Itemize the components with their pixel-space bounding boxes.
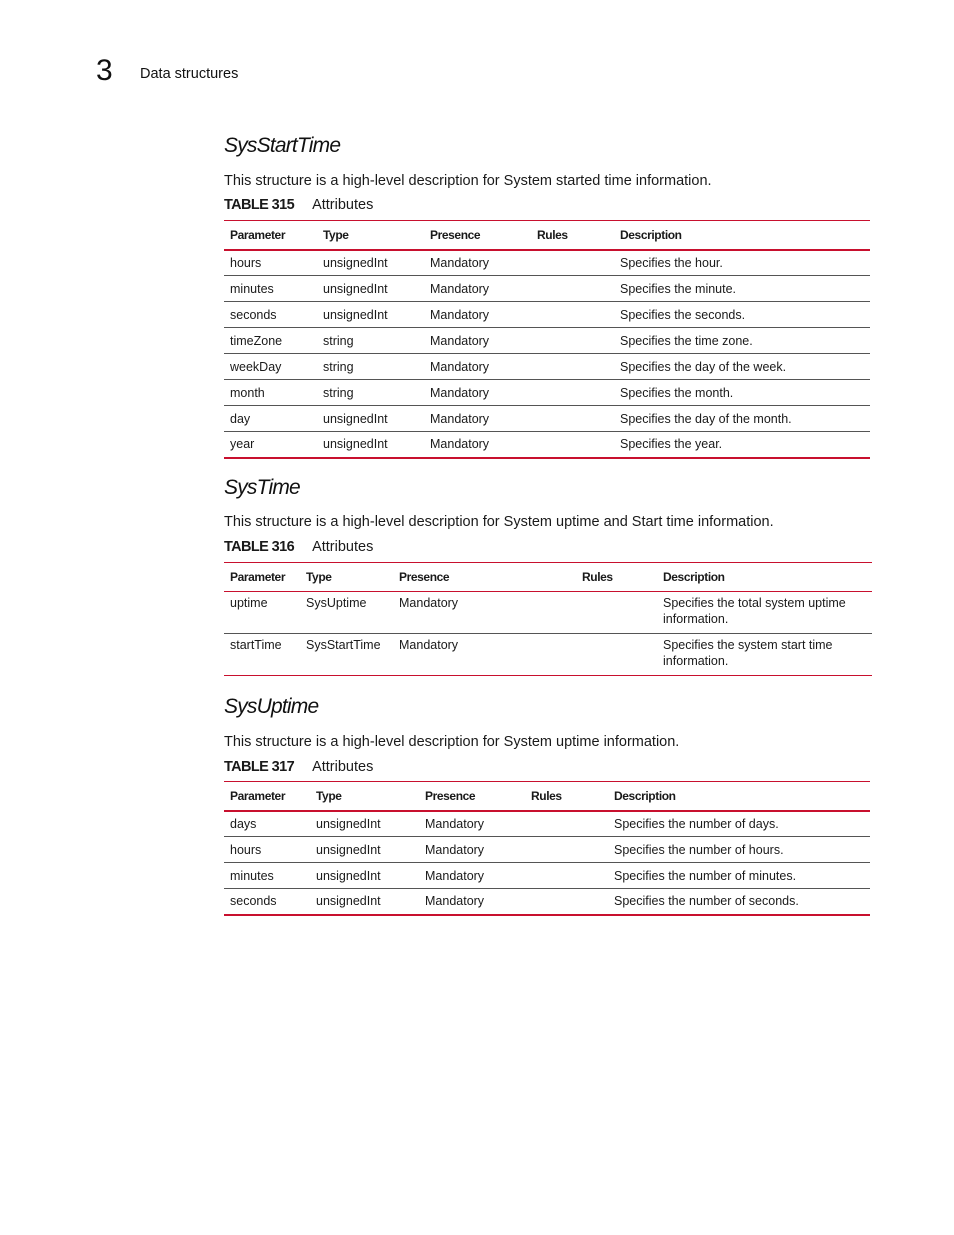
section-intro: This structure is a high-level description for System started time information. <box>224 173 712 189</box>
table-cell: unsignedInt <box>323 281 388 296</box>
table-cell: startTime <box>230 638 282 652</box>
table-row <box>224 354 870 380</box>
table-cell: string <box>323 333 354 348</box>
table-cell: Specifies the day of the week. <box>620 359 787 374</box>
column-header: Description <box>620 227 682 242</box>
table-caption <box>224 539 373 555</box>
column-header: Parameter <box>230 227 286 242</box>
table-cell: Specifies the minute. <box>620 281 737 296</box>
column-header: Description <box>614 788 676 803</box>
table-cell: weekDay <box>230 359 282 374</box>
table-cell: Specifies the time zone. <box>620 333 753 348</box>
table-cell: Specifies the number of seconds. <box>614 894 799 909</box>
table-cell: Specifies the number of minutes. <box>614 868 797 883</box>
column-header: Presence <box>425 788 476 803</box>
table-cell: day <box>230 411 251 426</box>
table-caption <box>224 759 373 775</box>
table-317 <box>224 781 870 916</box>
table-cell: Specifies the day of the month. <box>620 411 792 426</box>
table-cell: Specifies the hour. <box>620 255 723 270</box>
section-title: SysStartTime <box>224 134 341 157</box>
table-cell: Specifies the year. <box>620 437 723 452</box>
type-link[interactable]: SysUptime <box>306 596 367 610</box>
table-row <box>224 432 870 458</box>
table-cell <box>576 634 657 676</box>
table-cell: Specifies the month. <box>620 385 734 400</box>
section-sysuptime <box>224 695 872 719</box>
table-label: TABLE 317 <box>224 759 295 775</box>
table-cell: Mandatory <box>430 411 490 426</box>
table-cell: Mandatory <box>430 359 490 374</box>
table-cell: Specifies the number of days. <box>614 816 779 831</box>
table-name: Attributes <box>312 539 374 555</box>
table-header-row <box>224 221 870 250</box>
column-header: Rules <box>537 227 568 242</box>
table-cell: Mandatory <box>399 638 459 652</box>
table-cell: string <box>323 359 354 374</box>
table-cell: hours <box>230 842 262 857</box>
table-cell: unsignedInt <box>323 255 388 270</box>
table-name: Attributes <box>312 197 374 213</box>
table-cell <box>531 328 614 354</box>
section-intro: This structure is a high-level description for System uptime and Start time information. <box>224 514 774 530</box>
table-cell <box>525 811 608 837</box>
table-caption <box>224 197 373 213</box>
table-cell <box>531 354 614 380</box>
table-cell <box>531 250 614 276</box>
table-cell: string <box>323 385 354 400</box>
table-cell: days <box>230 816 257 831</box>
table-row <box>224 328 870 354</box>
table-cell: Mandatory <box>425 868 485 883</box>
table-row <box>224 811 870 837</box>
section-sysstarttime <box>224 134 872 158</box>
table-cell <box>531 432 614 458</box>
table-row <box>224 889 870 915</box>
column-header: Presence <box>399 570 450 584</box>
table-cell <box>531 302 614 328</box>
section-title: SysTime <box>224 476 300 499</box>
section-intro: This structure is a high-level description for System uptime information. <box>224 734 680 750</box>
table-cell: Mandatory <box>425 842 485 857</box>
column-header: Type <box>306 570 332 584</box>
table-label: TABLE 315 <box>224 197 295 213</box>
column-header: Type <box>323 227 349 242</box>
column-header: Type <box>316 788 342 803</box>
column-header: Parameter <box>230 788 286 803</box>
table-cell: minutes <box>230 868 274 883</box>
table-cell: Mandatory <box>425 894 485 909</box>
table-row <box>224 406 870 432</box>
table-label: TABLE 316 <box>224 539 295 555</box>
table-cell: Mandatory <box>430 307 490 322</box>
table-name: Attributes <box>312 759 374 775</box>
table-header-row <box>224 782 870 811</box>
column-header: Rules <box>531 788 562 803</box>
table-cell: year <box>230 437 255 452</box>
column-header: Parameter <box>230 570 286 584</box>
column-header: Rules <box>582 570 613 584</box>
table-cell: Mandatory <box>430 333 490 348</box>
section-intro-wrap <box>224 173 872 189</box>
table-cell <box>525 863 608 889</box>
chapter-header <box>96 54 113 88</box>
table-cell: unsignedInt <box>323 411 388 426</box>
table-cell: seconds <box>230 894 277 909</box>
table-cell: Mandatory <box>399 596 459 610</box>
table-cell: uptime <box>230 596 268 610</box>
type-link[interactable]: SysStartTime <box>306 638 381 652</box>
table-cell <box>531 380 614 406</box>
table-cell: unsignedInt <box>323 307 388 322</box>
table-cell <box>531 276 614 302</box>
table-316 <box>224 562 872 676</box>
section-title: SysUptime <box>224 695 319 718</box>
table-cell <box>525 837 608 863</box>
table-cell: Specifies the number of hours. <box>614 842 784 857</box>
table-row <box>224 592 872 634</box>
column-header: Description <box>663 570 725 584</box>
table-cell: unsignedInt <box>323 437 388 452</box>
table-cell: Mandatory <box>430 437 490 452</box>
table-row <box>224 837 870 863</box>
table-cell: unsignedInt <box>316 868 381 883</box>
table-cell: minutes <box>230 281 274 296</box>
table-cell: Mandatory <box>430 385 490 400</box>
table-cell: seconds <box>230 307 277 322</box>
table-cell: Mandatory <box>430 281 490 296</box>
table-cell: unsignedInt <box>316 842 381 857</box>
table-cell <box>576 592 657 634</box>
table-row <box>224 863 870 889</box>
table-cell <box>531 406 614 432</box>
section-systime <box>224 476 872 500</box>
column-header: Presence <box>430 227 481 242</box>
table-cell: Mandatory <box>425 816 485 831</box>
table-315 <box>224 220 870 459</box>
table-row <box>224 276 870 302</box>
table-cell <box>525 889 608 915</box>
table-row <box>224 634 872 676</box>
table-cell: Specifies the system start time information. <box>663 638 833 668</box>
table-cell: unsignedInt <box>316 816 381 831</box>
table-cell: Specifies the total system uptime information. <box>663 596 846 626</box>
table-cell: unsignedInt <box>316 894 381 909</box>
chapter-title: Data structures <box>140 66 239 82</box>
section-intro-wrap <box>224 514 872 530</box>
chapter-number: 3 <box>96 54 113 87</box>
table-cell: Specifies the seconds. <box>620 307 746 322</box>
table-cell: timeZone <box>230 333 283 348</box>
table-row <box>224 380 870 406</box>
table-cell: month <box>230 385 265 400</box>
table-header-row <box>224 563 872 592</box>
table-row <box>224 250 870 276</box>
section-intro-wrap <box>224 734 872 750</box>
table-cell: Mandatory <box>430 255 490 270</box>
table-row <box>224 302 870 328</box>
table-cell: hours <box>230 255 262 270</box>
